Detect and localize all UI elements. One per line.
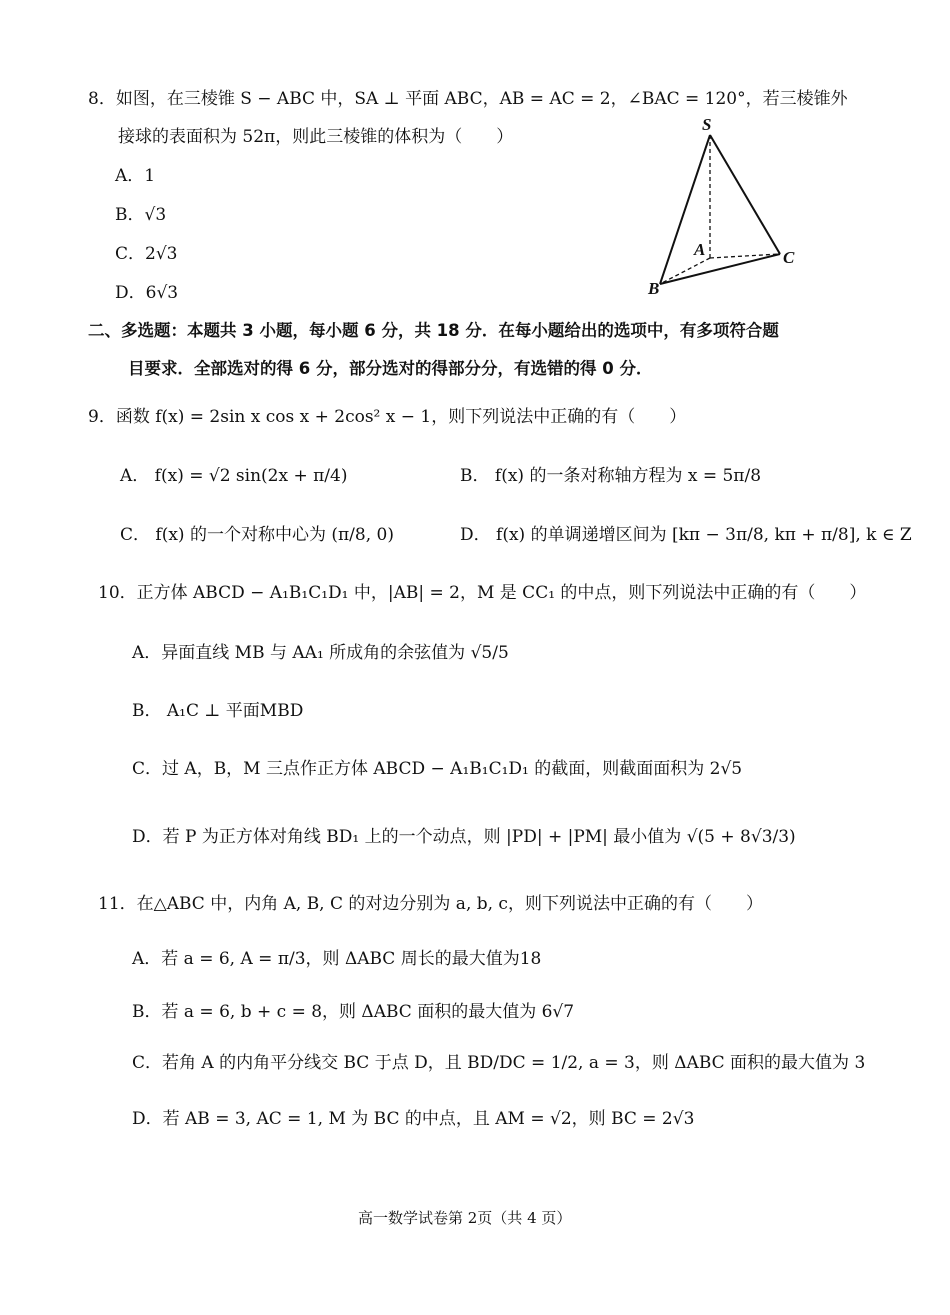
vertex-label-s: S: [702, 115, 712, 134]
q10-option-c: C．过 A，B，M 三点作正方体 ABCD − A₁B₁C₁D₁ 的截面，则截面面积为 2√5: [132, 759, 743, 779]
q9-option-b: B． f(x) 的一条对称轴方程为 x = 5π/8: [460, 466, 762, 486]
q8-stem-line2: 接球的表面积为 52π，则此三棱锥的体积为（ ）: [118, 127, 514, 147]
page-footer: 高一数学试卷第 2页（共 4 页）: [358, 1209, 572, 1227]
q8-option-b: B．√3: [115, 205, 167, 225]
q11-stem: 11．在△ABC 中，内角 A, B, C 的对边分别为 a, b, c，则下列说法中正确的有（ ）: [98, 894, 763, 914]
q11-option-a: A．若 a = 6, A = π/3，则 ΔABC 周长的最大值为18: [132, 949, 542, 969]
edge-sc: [710, 135, 780, 254]
q10-option-a: A．异面直线 MB 与 AA₁ 所成角的余弦值为 √5/5: [132, 643, 509, 663]
q11-option-b: B．若 a = 6, b + c = 8，则 ΔABC 面积的最大值为 6√7: [132, 1002, 575, 1022]
q9-stem: 9．函数 f(x) = 2sin x cos x + 2cos² x − 1，则下列说法中正确的有（ ）: [88, 407, 687, 427]
vertex-label-a: A: [694, 240, 706, 259]
vertex-label-c: C: [783, 248, 795, 267]
section2-heading-line1: 二、多选题：本题共 3 小题，每小题 6 分，共 18 分．在每小题给出的选项中，有多项符合题: [88, 321, 779, 340]
q8-option-c: C．2√3: [115, 244, 178, 264]
q11-option-c: C．若角 A 的内角平分线交 BC 于点 D，且 BD/DC = 1/2, a = 3，则 ΔABC 面积的最大值为 3: [132, 1053, 866, 1073]
vertex-label-b: B: [648, 279, 660, 298]
q11-option-d: D．若 AB = 3, AC = 1, M 为 BC 的中点，且 AM = √2，则 BC = 2√3: [132, 1109, 695, 1129]
q8-stem-line1: 8．如图，在三棱锥 S − ABC 中，SA ⊥ 平面 ABC，AB = AC = 2，∠BAC = 120°，若三棱锥外: [88, 89, 848, 109]
q9-option-a: A． f(x) = √2 sin(2x + π/4): [120, 466, 348, 486]
q10-option-b: B． A₁C ⊥ 平面MBD: [132, 701, 304, 721]
q8-option-a: A．1: [115, 166, 156, 186]
q10-option-d: D．若 P 为正方体对角线 BD₁ 上的一个动点，则 |PD| + |PM| 最小值为 √(5 + 8√3/3): [132, 827, 796, 847]
q9-option-d: D． f(x) 的单调递增区间为 [kπ − 3π/8, kπ + π/8], k ∈ Z: [460, 525, 912, 545]
q9-option-c: C． f(x) 的一个对称中心为 (π/8, 0): [120, 525, 394, 545]
edge-bc: [660, 254, 780, 284]
q8-option-d: D．6√3: [115, 283, 179, 303]
tetrahedron-figure: [630, 108, 810, 298]
section2-heading-line2: 目要求．全部选对的得 6 分，部分选对的得部分分，有选错的得 0 分．: [128, 359, 653, 378]
q10-stem: 10．正方体 ABCD − A₁B₁C₁D₁ 中，|AB| = 2，M 是 CC₁ 的中点，则下列说法中正确的有（ ）: [98, 583, 867, 603]
